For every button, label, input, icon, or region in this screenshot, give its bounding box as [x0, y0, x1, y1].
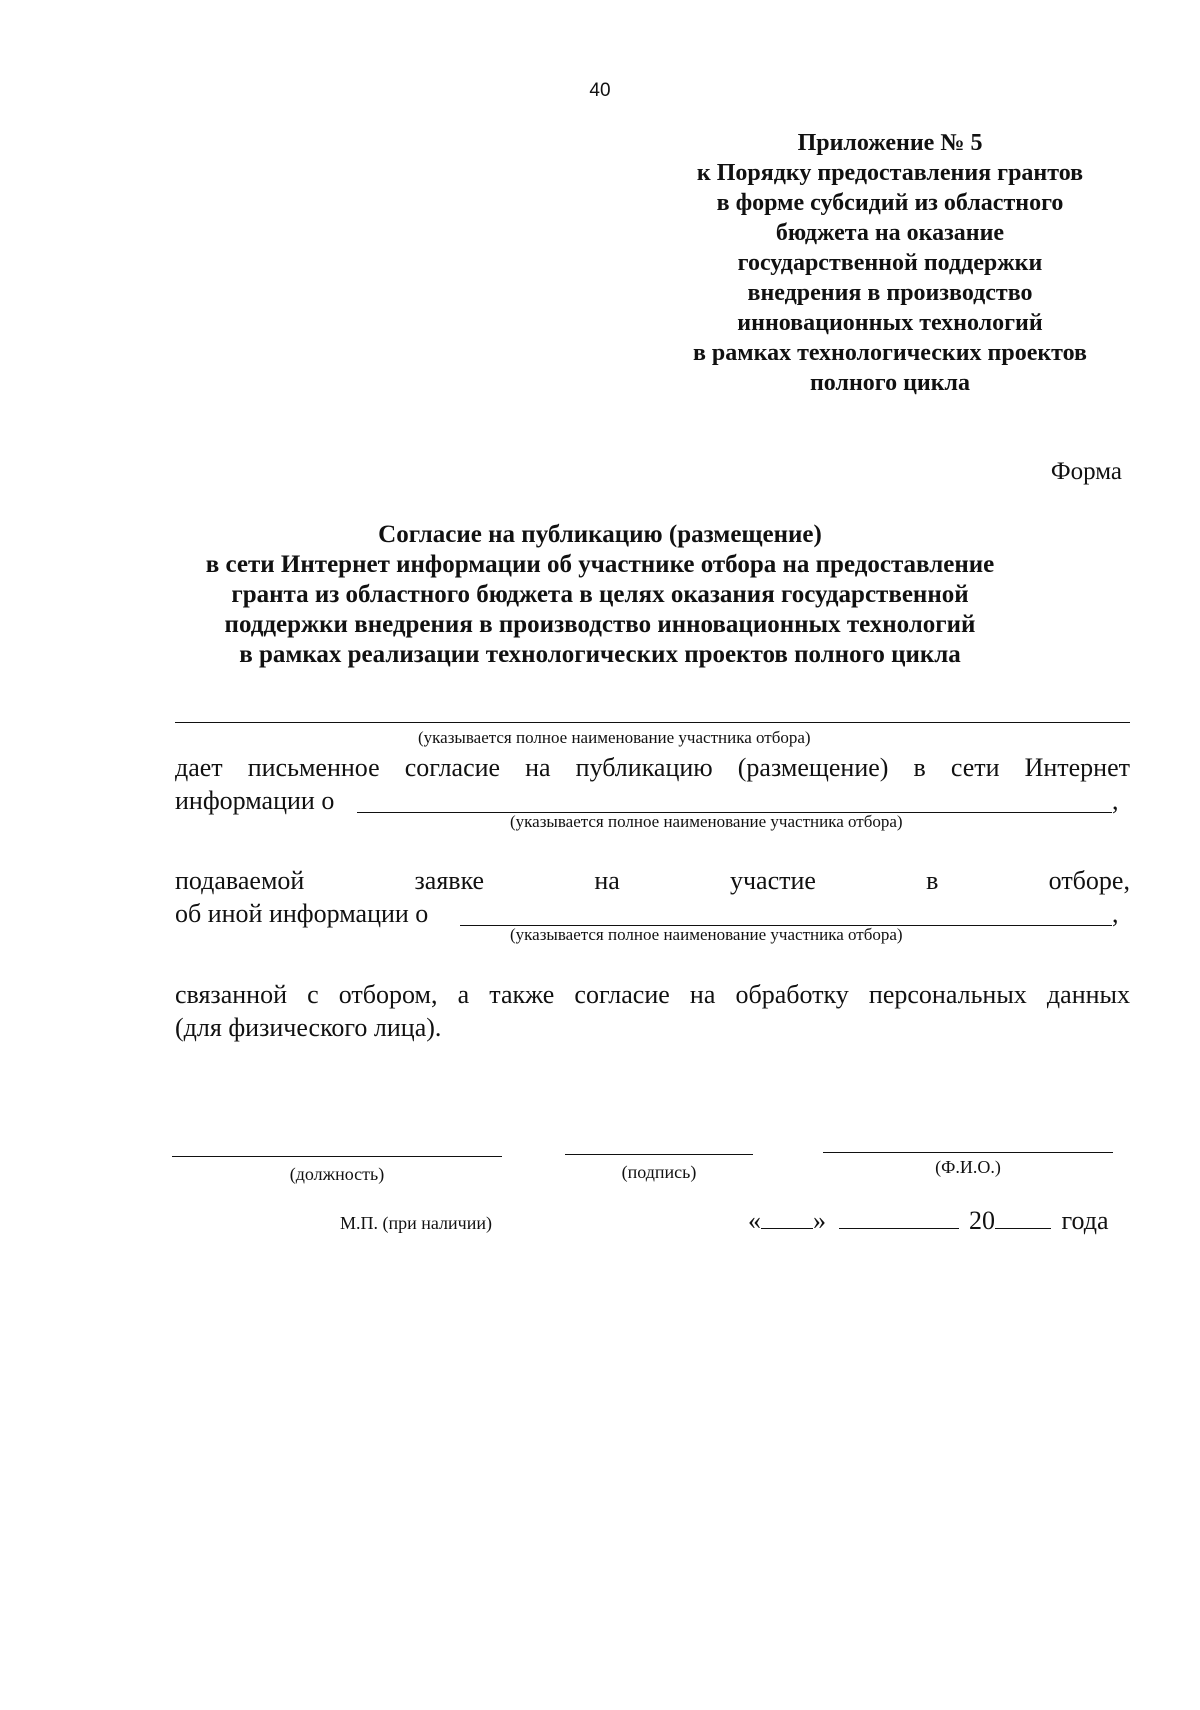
appendix-line: в форме субсидий из областного	[716, 190, 1064, 216]
row-word: в	[926, 866, 939, 895]
title-line: в сети Интернет информации об участнике отбора на предоставление	[205, 551, 995, 578]
individual-note-line: (для физического лица).	[175, 1013, 442, 1042]
consent-text-line: дает письменное согласие на публикацию (размещение) в сети Интернет	[175, 753, 1130, 782]
appendix-line: к Порядку предоставления грантов	[696, 160, 1084, 186]
row-word: на	[594, 866, 620, 895]
row-word: подаваемой	[175, 866, 305, 895]
appendix-line: бюджета на оказание	[775, 220, 1005, 246]
signature-field[interactable]	[565, 1154, 753, 1155]
page-number: 40	[589, 80, 611, 101]
other-info-hint: (указывается полное наименование участника отбора)	[510, 925, 903, 944]
appendix-line: полного цикла	[809, 370, 971, 396]
other-info-comma: ,	[1112, 899, 1119, 928]
year-field[interactable]	[995, 1206, 1051, 1229]
position-field[interactable]	[172, 1156, 502, 1157]
appendix-line: Приложение № 5	[797, 130, 983, 156]
processing-consent-line: связанной с отбором, а также согласие на обработку персональных данных	[175, 980, 1130, 1009]
full-name-field[interactable]	[823, 1152, 1113, 1153]
title-line: в рамках реализации технологических проектов полного цикла	[239, 641, 961, 668]
info-about-hint: (указывается полное наименование участника отбора)	[510, 812, 903, 831]
full-name-label: (Ф.И.О.)	[935, 1157, 1001, 1177]
appendix-line: внедрения в производство	[747, 280, 1033, 306]
row-word: заявке	[414, 866, 485, 895]
title-line: гранта из областного бюджета в целях оказания государственной	[231, 581, 969, 608]
appendix-line: в рамках технологических проектов	[692, 340, 1088, 366]
info-about-label: информации о	[175, 786, 335, 815]
appendix-line: инновационных технологий	[737, 310, 1043, 336]
year-suffix: года	[1061, 1206, 1109, 1235]
other-info-label: об иной информации о	[175, 899, 429, 928]
row-word: участие	[729, 866, 816, 895]
date-close-quote: »	[813, 1206, 826, 1235]
signature-label: (подпись)	[621, 1162, 697, 1182]
document-title	[150, 520, 1050, 670]
day-field[interactable]	[761, 1206, 813, 1229]
form-label: Форма	[1050, 458, 1122, 485]
info-about-comma: ,	[1112, 786, 1119, 815]
title-line: Согласие на публикацию (размещение)	[378, 521, 822, 548]
participant-name-hint: (указывается полное наименование участника отбора)	[418, 728, 811, 747]
date-line	[748, 1206, 1109, 1236]
title-line: поддержки внедрения в производство инновационных технологий	[224, 611, 976, 638]
month-field[interactable]	[839, 1206, 959, 1229]
date-open-quote: «	[748, 1206, 761, 1235]
appendix-header	[600, 128, 1180, 398]
application-words-row	[175, 866, 1130, 896]
row-word: отборе,	[1048, 866, 1130, 895]
stamp-label: М.П. (при наличии)	[340, 1213, 492, 1233]
year-prefix: 20	[969, 1206, 995, 1235]
appendix-line: государственной поддержки	[737, 250, 1043, 276]
participant-name-field[interactable]	[175, 722, 1130, 723]
position-label: (должность)	[289, 1164, 385, 1184]
